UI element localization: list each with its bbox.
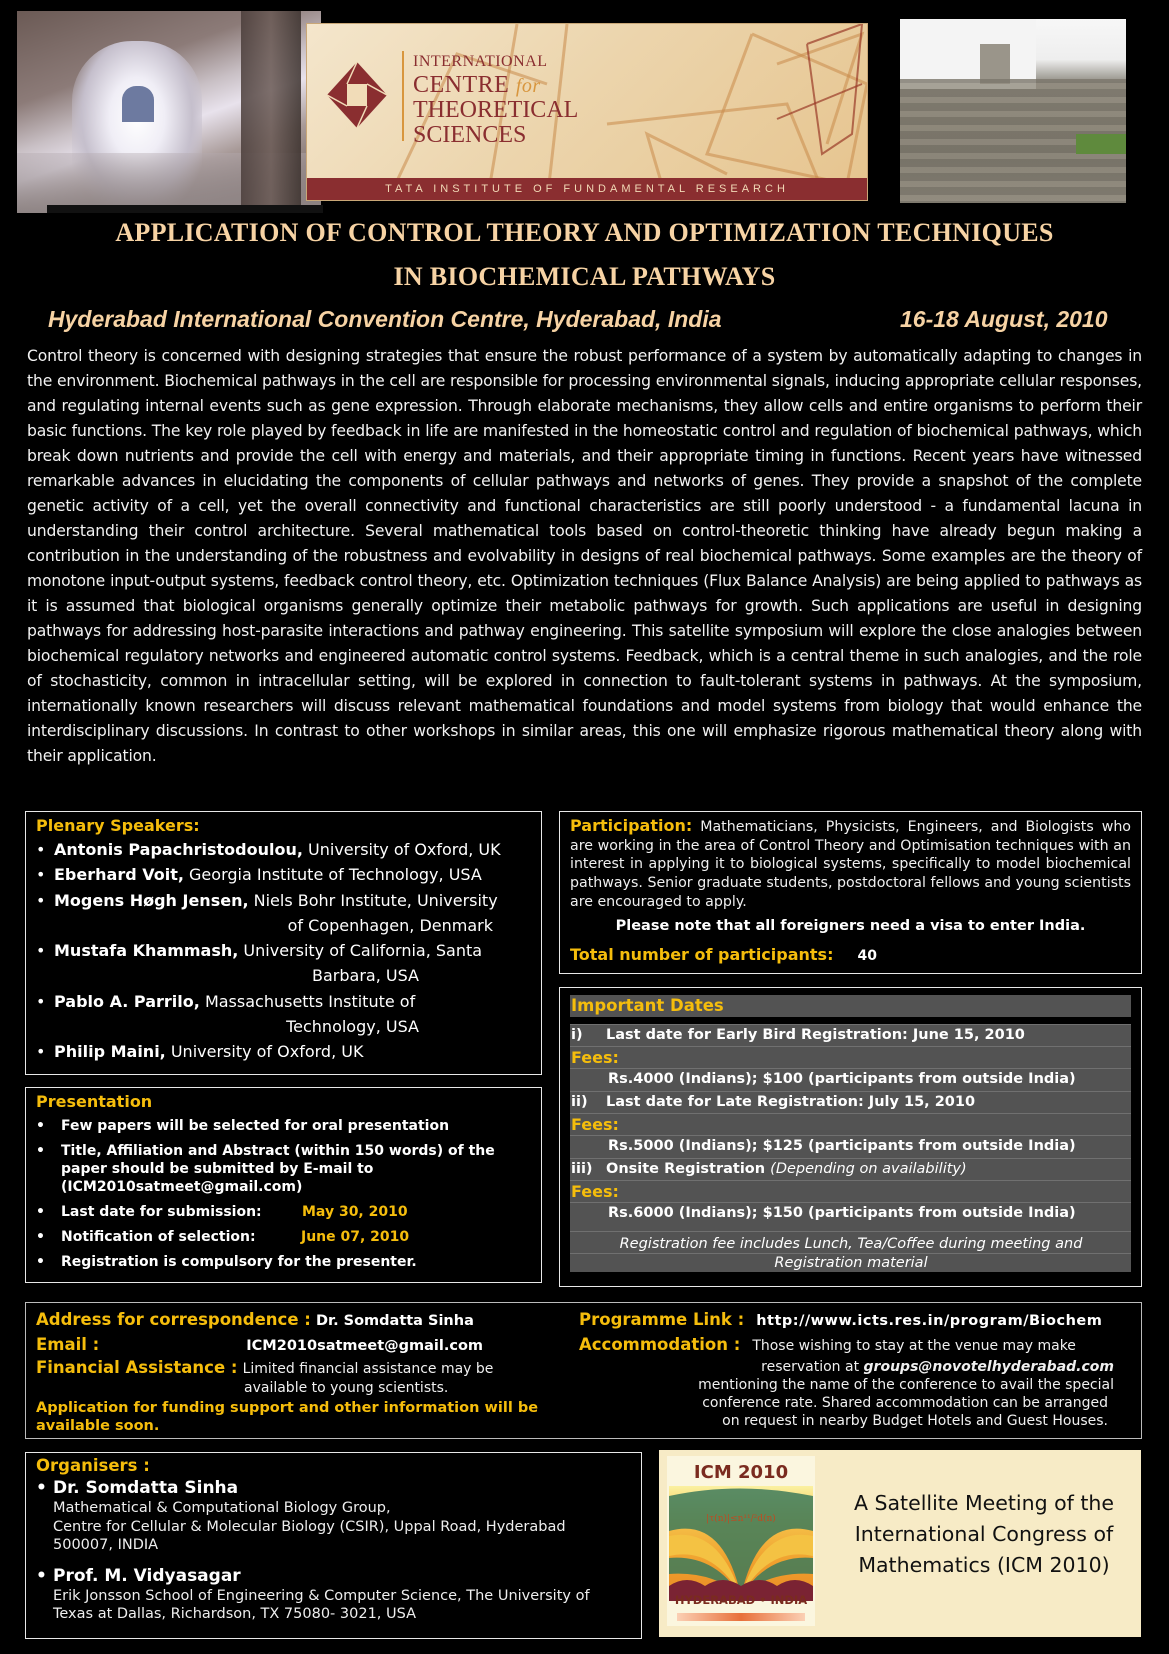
date-number: ii) (571, 1093, 588, 1110)
tifr-footer: TATA INSTITUTE OF FUNDAMENTAL RESEARCH (307, 178, 867, 200)
hotel-email-link[interactable]: groups@novotelhyderabad.com (863, 1359, 1114, 1375)
book-leaves-icon (669, 1486, 813, 1601)
accommodation-text-5: on request in nearby Budget Hotels and Guest Houses. (722, 1413, 1108, 1429)
logo-strip (677, 1613, 805, 1621)
photo-shadow (47, 205, 323, 213)
speaker-item (36, 862, 531, 887)
visa-note: Please note that all foreigners need a visa to enter India. (615, 917, 1086, 934)
title-line-2: IN BIOCHEMICAL PATHWAYS (393, 262, 776, 291)
date-note: (Depending on availability) (770, 1160, 967, 1177)
organiser-name: • Prof. M. Vidyasagar (53, 1565, 241, 1586)
accommodation-text-2 (579, 1358, 1134, 1376)
presentation-item: • Few papers will be selected for oral presentation (36, 1117, 531, 1135)
organisers-heading: Organisers : (36, 1456, 150, 1475)
total-participants (570, 945, 1131, 964)
email-label: Email : (36, 1335, 100, 1354)
email-link[interactable]: ICM2010satmeet@gmail.com (246, 1338, 484, 1354)
speaker-name: Pablo A. Parrilo, (54, 991, 200, 1011)
financial-label: Financial Assistance : (36, 1358, 238, 1377)
speaker-name: Philip Maini, (54, 1042, 166, 1062)
plenary-speakers-box (25, 811, 542, 1075)
speaker-affiliation-cont: Technology, USA (286, 1017, 419, 1037)
logo-sun (669, 1486, 813, 1601)
presentation-item (36, 1228, 531, 1246)
logo-divider (402, 51, 404, 141)
organiser-address-1: Erik Jonsson School of Engineering & Computer Science, The University of (53, 1587, 590, 1604)
icm-satellite-box (659, 1450, 1141, 1637)
funding-note: Application for funding support and other information will be available soon. (36, 1400, 539, 1434)
programme-row (579, 1308, 1134, 1333)
speakers-list (36, 837, 531, 1065)
participation-description: Mathematicians, Physicists, Engineers, and Biologists who are working in the area of Control Theory and Optimisation techniques with an interest in applying it to biological systems, specifically to model biochemical pathways. Senior graduate students, postdoctoral fellows and young scientists are encouraged to apply. (570, 819, 1131, 910)
icm-2010-logo (667, 1456, 815, 1626)
fee-amount: Rs.6000 (Indians); $150 (participants from outside India) (570, 1202, 1131, 1231)
fee-footnote-2: Registration material (570, 1253, 1131, 1272)
organiser-item (36, 1565, 631, 1624)
date-text: Onsite Registration (606, 1160, 766, 1177)
financial-row (36, 1358, 596, 1379)
contact-box (25, 1302, 1142, 1439)
accommodation-text-4: conference rate. Shared accommodation can be arranged (702, 1395, 1108, 1411)
decorative-lines (307, 24, 868, 201)
logo-line-3: THEORETICAL (413, 97, 579, 123)
date-row (570, 1024, 1131, 1047)
speaker-affiliation: Massachusetts Institute of (204, 991, 416, 1011)
speaker-affiliation: University of Oxford, UK (308, 840, 501, 859)
speaker-name: Mogens Høgh Jensen, (54, 890, 249, 910)
accommodation-label: Accommodation : (579, 1335, 741, 1354)
accommodation-text-3: mentioning the name of the conference to avail the special (698, 1377, 1114, 1393)
logo-centre: CENTRE (413, 72, 510, 98)
fee-amount: Rs.4000 (Indians); $100 (participants from outside India) (570, 1068, 1131, 1091)
date-text: Last date for Early Bird Registration: June 15, 2010 (606, 1026, 1025, 1043)
icm-logo-location: HYDERABAD • INDIA (674, 1593, 808, 1607)
notification-date: June 07, 2010 (301, 1229, 410, 1245)
speaker-item (36, 938, 531, 989)
organiser-name: • Dr. Somdatta Sinha (53, 1478, 239, 1498)
date-row (570, 1091, 1131, 1114)
logo-line-2 (413, 73, 578, 97)
date-text: Last date for Late Registration: July 15, 2010 (606, 1093, 976, 1110)
presentation-item (36, 1203, 531, 1221)
presentation-list (36, 1117, 531, 1271)
fees-label: Fees: (570, 1180, 1131, 1202)
speaker-affiliation: Niels Bohr Institute, University (253, 890, 498, 910)
organisers-box (25, 1452, 642, 1639)
speaker-item (36, 837, 531, 862)
logo-line-1: INTERNATIONAL (413, 53, 548, 70)
address-value: Dr. Somdatta Sinha (315, 1313, 474, 1329)
speaker-name: Mustafa Khammash, (54, 941, 239, 961)
icm-logo-formula: |τ(n)|≤n¹¹/²d(n) (706, 1514, 776, 1524)
icm-caption-line-2: International Congress of (854, 1522, 1114, 1546)
speaker-affiliation-cont: of Copenhagen, Denmark (287, 915, 493, 935)
fort-steps-photo (900, 19, 1126, 203)
participation-text (570, 817, 1131, 912)
title-line-1: APPLICATION OF CONTROL THEORY AND OPTIMIZATION TECHNIQUES (115, 218, 1054, 247)
contact-left-column (36, 1308, 596, 1435)
venue: Hyderabad International Convention Centre, Hyderabad, India (48, 306, 722, 332)
programme-label: Programme Link : (579, 1310, 745, 1329)
fees-label: Fees: (570, 1046, 1131, 1068)
total-label: Total number of participants: (570, 944, 834, 964)
presentation-item: • Title, Affiliation and Abstract (within 150 words) of the paper should be submitted by E-mail to (ICM2010satmeet@gmail.com) (36, 1142, 531, 1196)
speaker-name: Antonis Papachristodoulou, (54, 840, 303, 859)
fort-arch-photo (17, 11, 321, 213)
submission-label: Last date for submission: (61, 1204, 262, 1220)
important-dates-heading: Important Dates (570, 995, 1131, 1017)
speaker-item (36, 888, 531, 939)
presentation-item: • Registration is compulsory for the presenter. (36, 1253, 531, 1271)
speakers-heading: Plenary Speakers: (36, 816, 200, 835)
accommodation-text: Those wishing to stay at the venue may make (752, 1338, 1076, 1354)
financial-text: Limited financial assistance may be (242, 1361, 494, 1377)
programme-link[interactable]: http://www.icts.res.in/program/Biochem (756, 1313, 1103, 1329)
organiser-address-2: Centre for Cellular & Molecular Biology (CSIR), Uppal Road, Hyderabad (53, 1518, 566, 1535)
address-label: Address for correspondence : (36, 1310, 311, 1329)
date-row (570, 1158, 1131, 1181)
speaker-affiliation-cont: Barbara, USA (312, 966, 419, 986)
contact-right-column (579, 1308, 1134, 1430)
participation-label: Participation: (570, 816, 693, 835)
organiser-address-3: 500007, INDIA (53, 1537, 159, 1554)
financial-text-cont: available to young scientists. (244, 1380, 449, 1396)
fee-footnote-1: Registration fee includes Lunch, Tea/Coffee during meeting and (570, 1231, 1131, 1253)
date-number: i) (571, 1026, 583, 1043)
icm-caption-line-3: Mathematics (ICM 2010) (858, 1553, 1110, 1577)
speaker-affiliation: Georgia Institute of Technology, USA (189, 865, 482, 885)
speaker-name: Eberhard Voit, (54, 865, 184, 885)
organiser-address-1: Mathematical & Computational Biology Group, (53, 1500, 391, 1516)
address-row (36, 1308, 596, 1333)
accommodation-row (579, 1333, 1134, 1358)
icm-caption (834, 1488, 1134, 1581)
submission-date: May 30, 2010 (302, 1204, 408, 1220)
logo-for: for (515, 75, 541, 97)
icts-logo-banner (306, 23, 868, 201)
fees-label: Fees: (570, 1113, 1131, 1135)
abstract-text: Control theory is concerned with designing strategies that ensure the robust performance of a system by automatically adapting to changes in the environment. Biochemical pathways in the cell are responsible for processing environmental signals, inducing appropriate cellular responses, and regulating internal events such as gene expression. Through elaborate mechanisms, they allow cells and entire organisms to perform their basic functions. The key role played by feedback in life are manifested in the homeostatic control and regulation of biochemical pathways, which break down nutrients and provide the cell with energy and materials, and their appropriate timing in functions. Recent years have witnessed remarkable advances in elucidating the components of cellular pathways and networks of genes. They provide a snapshot of the complete genetic activity of a cell, yet the overall connectivity and functional characteristics are still poorly understood - a fundamental lacuna in understanding their control architecture. Several mathematical tools based on control-theoretic thinking have already begun making a contribution in the understanding of the robustness and evolvability in designs of real biochemical pathways. Some examples are the theory of monotone input-output systems, feedback control theory, etc. Optimization techniques (Flux Balance Analysis) are being applied to pathways as it is assumed that biological organisms generally optimize their metabolic pathways for growth. Such applications are useful in designing pathways for addressing host-parasite interactions and pathway engineering. This satellite symposium will explore the close analogies between biochemical regulatory networks and engineered automatic control systems. Feedback, which is a central theme in such analogies, and the role of stochasticity, common in intracellular setting, will be explored in connection to fault-tolerant systems in pathways. At the symposium, internationally known researchers will discuss relevant mathematical foundations and model systems from biology that would enhance the interdisciplinary discussions. In contrast to other workshops in similar areas, this one will emphasize rigorous mathematical theory along with their application. (27, 347, 1142, 765)
presentation-box (25, 1087, 542, 1283)
icts-diamond-icon (327, 62, 387, 128)
event-dates: 16-18 August, 2010 (900, 306, 1108, 332)
reservation-prefix: reservation at (761, 1359, 860, 1375)
email-row (36, 1333, 596, 1358)
date-number: iii) (571, 1160, 593, 1177)
speaker-item (36, 1039, 531, 1064)
speaker-item (36, 989, 531, 1040)
icm-caption-line-1: A Satellite Meeting of the (853, 1491, 1115, 1515)
organiser-address-2: Texas at Dallas, Richardson, TX 75080- 3021, USA (53, 1606, 417, 1623)
participation-box (559, 811, 1142, 974)
total-value: 40 (857, 947, 877, 964)
organiser-item (36, 1477, 631, 1555)
important-dates-box (559, 987, 1142, 1287)
icts-logo-text (413, 54, 578, 147)
speaker-affiliation: University of California, Santa (243, 941, 483, 961)
presentation-heading: Presentation (36, 1092, 153, 1111)
fee-amount: Rs.5000 (Indians); $125 (participants from outside India) (570, 1135, 1131, 1158)
logo-line-4: SCIENCES (413, 122, 527, 148)
icm-logo-title: ICM 2010 (693, 1462, 789, 1483)
speaker-affiliation: University of Oxford, UK (170, 1042, 364, 1062)
notification-label: Notification of selection: (61, 1229, 256, 1245)
